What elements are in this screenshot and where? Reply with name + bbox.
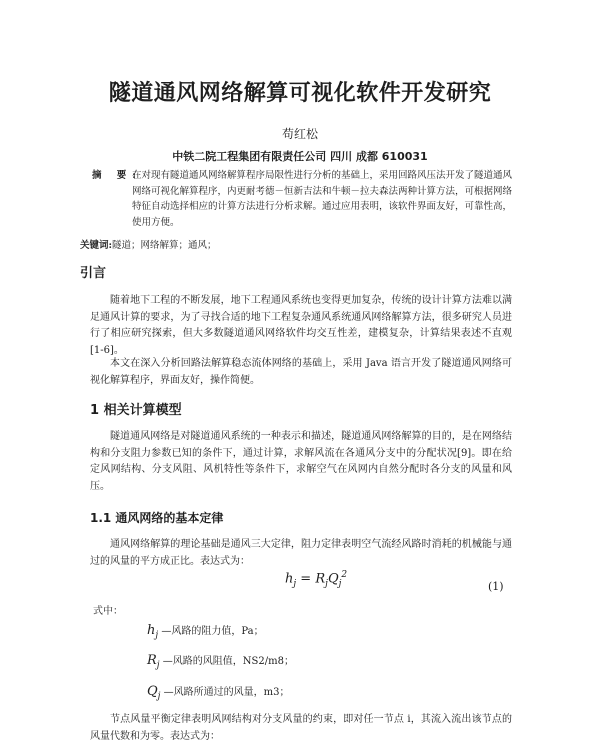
formula-h: h (285, 571, 294, 587)
section-1-paragraph: 隧道通风网络是对隧道通风系统的一种表示和描述，隧道通风网络解算的目的，是在网络结构和分支阻力参数已知的条件下，通过计算，求解风流在各通风分支中的分配状况[9]。即在给定风网结构、分支风阻、风机特性等条件下，求解空气在风网内自然分配时各分支的风量和风压。 (90, 431, 512, 492)
definition-q (147, 683, 290, 702)
section-1-1-heading: 1.1 通风网络的基本定律 (90, 511, 224, 525)
resistance-law-formula (285, 570, 347, 589)
def-q-sub: j (157, 691, 161, 702)
abstract-text: 在对现有隧道通风网络解算程序局限性进行分析的基础上，采用回路风压法开发了隧道通风网络可视化解算程序，内更耐考德－恒新吉法和牛顿－拉夫森法两种计算方法，可根据网络特征自动选择相应的计算方法进行分析求解。通过应用表明，该软件界面友好，可靠性高，使用方便。 (132, 170, 513, 228)
def-h-text: —风路的阻力值，Pa； (158, 626, 264, 637)
paper-title: 隧道通风网络解算可视化软件开发研究 (108, 81, 492, 106)
definition-r (147, 652, 294, 671)
def-r-sub: j (156, 660, 160, 671)
equation-number: (1) (488, 580, 504, 593)
section-1-1-paragraph-2: 节点风量平衡定律表明风网结构对分支风量的约束，即对任一节点 i，其流入流出该节点的风量代数和为零。表达式为： (90, 714, 512, 742)
def-r-text: —风路的风阻值，NS2/m8； (159, 656, 294, 667)
formula-h-sub: j (293, 578, 297, 589)
author-name: 苟红松 (281, 127, 318, 141)
definition-h (147, 622, 264, 641)
intro-heading: 引言 (80, 266, 107, 281)
intro-paragraph-1: 随着地下工程的不断发展，地下工程通风系统也变得更加复杂，传统的设计计算方法难以满足通风计算的要求，为了寻找合适的地下工程复杂通风系统通风网络解算方法，很多研究人员进行了相应研究探索，但大多数隧道通风网络软件均交互性差，建模复杂，计算结果表述不直观[1-6]。 (90, 295, 512, 356)
intro-paragraph-2: 本文在深入分析回路法解算稳态流体网络的基础上，采用 Java 语言开发了隧道通风网络可视化解算程序，界面友好，操作简便。 (90, 358, 512, 386)
formula-q-sub: j (338, 578, 342, 589)
def-h-sub: j (155, 630, 159, 641)
formula-r: R (315, 571, 326, 587)
def-h-symbol: h (147, 623, 156, 638)
formula-equals: = (296, 571, 316, 587)
section-1-heading: 1 相关计算模型 (90, 403, 182, 418)
formula-r-sub: j (325, 578, 328, 589)
def-q-text: —风路所通过的风量，m3； (160, 687, 290, 698)
abstract-label: 摘 要: (92, 170, 142, 181)
section-1-1-paragraph-1: 通风网络解算的理论基础是通风三大定律，阻力定律表明空气流经风路时消耗的机械能与通过的风量的平方成正比。表达式为： (90, 539, 512, 567)
def-r-symbol: R (147, 653, 157, 668)
def-q-symbol: Q (147, 684, 158, 699)
abstract (92, 168, 512, 230)
formula-q-sup: 2 (341, 570, 348, 580)
affiliation: 中铁二院工程集团有限责任公司 四川 成都 610031 (172, 150, 428, 163)
where-label: 式中： (93, 606, 123, 617)
keywords-text: 隧道；网络解算；通风； (112, 240, 217, 251)
formula-q: Q (327, 571, 339, 587)
keywords-label: 关键词: (80, 240, 113, 251)
keywords (80, 237, 520, 251)
